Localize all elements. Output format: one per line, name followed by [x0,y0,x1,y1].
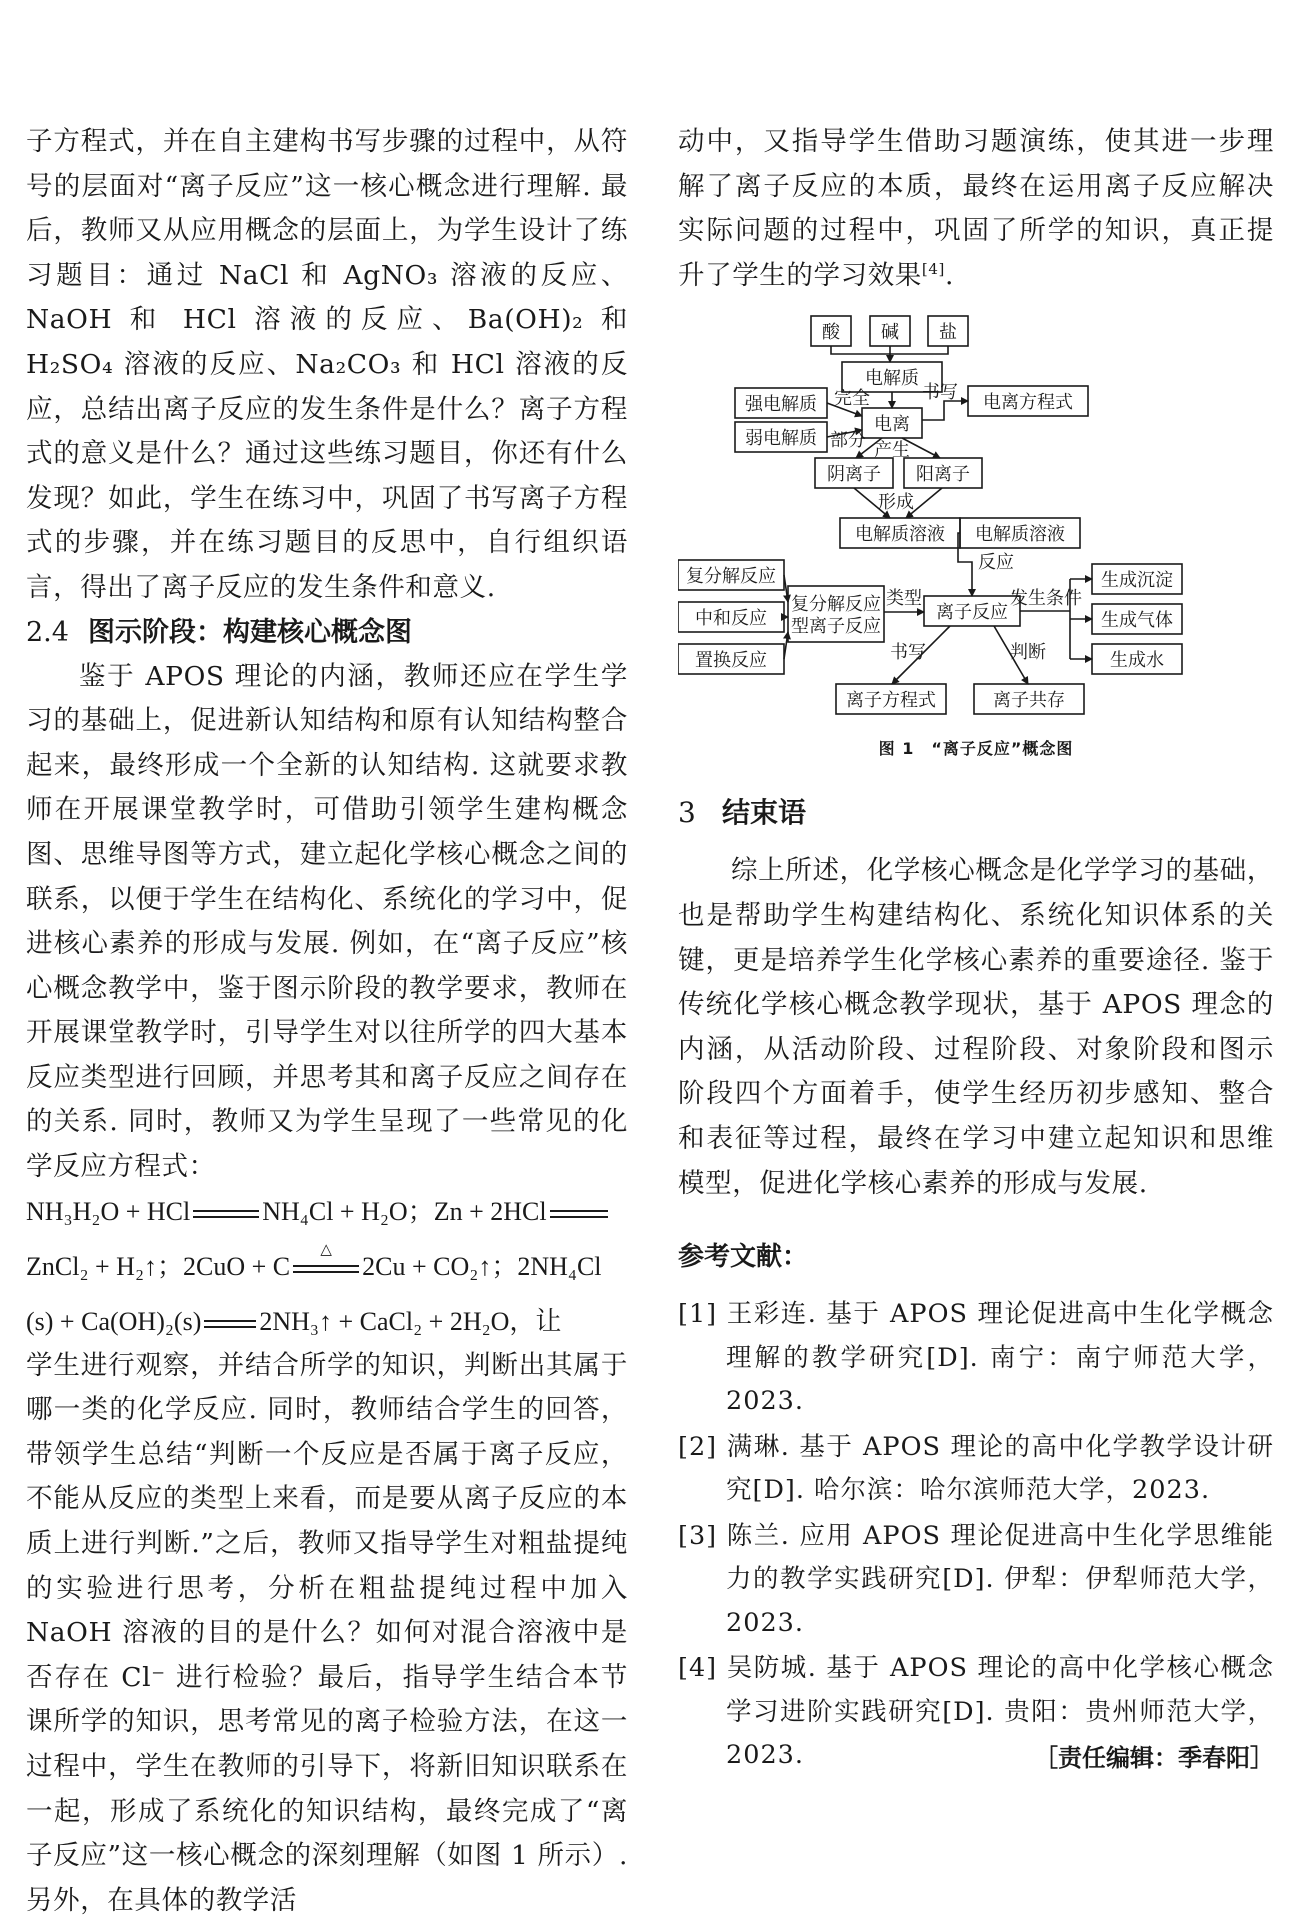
node-water: 生成水 [1110,650,1164,672]
node-precipitate: 生成沉淀 [1101,570,1173,592]
node-weak-electrolyte: 弱电解质 [745,428,817,450]
paragraph-practice: 子方程式，并在自主建构书写步骤的过程中，从符号的层面对“离子反应”这一核心概念进行理解. 最后，教师又从应用概念的层面上，为学生设计了练习题目：通过 NaCl 和 AgNO₃ 溶液的反应、NaOH 和 HCl 溶液的反应、Ba(OH)₂ 和 H₂SO₄ 溶液的反应、Na₂CO₃ 和 HCl 溶液的反应，总结出离子反应的发生条件是什么？离子方程式的意义是什么？通过这些练习题目，你还有什么发现？如此，学生在练习中，巩固了书写离子方程式的步骤，并在练习题目的反思中，自行组织语言，得出了离子反应的发生条件和意义. [26,126,628,603]
paragraph-observe: 学生进行观察，并结合所学的知识，判断出其属于哪一类的化学反应. 同时，教师结合学生的回答，带领学生总结“判断一个反应是否属于离子反应，不能从反应的类型上来看，而是要从离子反应的本质上进行判断.”之后，教师又指导学生对粗盐提纯的实验进行思考，分析在粗盐提纯过程中加入 NaOH 溶液的目的是什么？如何对混合溶液中是否存在 Cl⁻ 进行检验？最后，指导学生结合本节课所学的知识，思考常见的离子检验方法，在这一过程中，学生在教师的引导下，将新旧知识联系在一起，形成了系统化的知识结构，最终完成了“离子反应”这一核心概念的深刻理解（如图 1 所示）. 另外，在具体的教学活 [26,1349,628,1916]
label-react: 反应 [978,552,1014,574]
node-electrolyte: 电解质 [865,368,919,390]
equation-text: 2Cu + CO₂↑；2NH₄Cl [362,1251,602,1281]
node-cation: 阳离子 [916,464,970,486]
reference-item: [1] 王彩连. 基于 APOS 理论促进高中生化学概念理解的教学研究[D]. 南宁：南宁师范大学，2023. [678,1299,1274,1417]
equation-text: (s) + Ca(OH)₂(s) [26,1306,202,1336]
label-produce: 产生 [874,440,910,462]
node-type-line1: 复分解反应 [791,594,881,616]
label-type: 类型 [886,588,922,610]
node-electrolyte-solution: 电解质溶液 [855,524,945,546]
section-number: 2.4 [26,616,69,648]
equals-sign [193,1209,259,1219]
node-electrolyte-solution-2: 电解质溶液 [975,524,1065,546]
node-type-line2: 型离子反应 [791,616,881,638]
label-write-2: 书写 [890,642,926,664]
arrow [922,401,968,420]
paragraph-text: 动中，又指导学生借助习题演练，使其进一步理解了离子反应的本质，最终在运用离子反应解决实际问题的过程中，巩固了所学的知识，真正提升了学生的学习效果 [678,126,1274,291]
left-column [26,120,628,1923]
node-gas: 生成气体 [1101,610,1173,632]
section-title: 结束语 [722,796,807,830]
concept-map-figure [678,312,1274,722]
heat-equals-sign [293,1241,359,1274]
paragraph-diagram-stage: 鉴于 APOS 理论的内涵，教师还应在学生学习的基础上，促进新认知结构和原有认知结构整合起来，最终形成一个全新的认知结构. 这就要求教师在开展课堂教学时，可借助引领学生建构概念图、思维导图等方式，建立起化学核心概念之间的联系，以便于学生在结构化、系统化的学习中，促进核心素养的形成与发展. 例如，在“离子反应”核心概念教学中，鉴于图示阶段的教学要求，教师在开展课堂教学时，引导学生对以往所学的四大基本反应类型进行回顾，并思考其和离子反应之间存在的关系. 同时，教师又为学生呈现了一些常见的化学反应方程式： [26,660,628,1183]
node-neutralization: 中和反应 [695,608,767,630]
paragraph-conclusion: 综上所述，化学核心概念是化学学习的基础，也是帮助学生构建结构化、系统化知识体系的关键，更是培养学生化学核心素养的重要途径. 鉴于传统化学核心概念教学现状，基于 APOS 理念的内涵，从活动阶段、过程阶段、对象阶段和图示阶段四个方面着手，使学生经历初步感知、整合和表征等过程，最终在学习中建立起知识和思维模型，促进化学核心素养的形成与发展. [678,855,1274,1199]
node-ionization-equation: 电离方程式 [983,392,1073,414]
label-judge: 判断 [1010,642,1046,664]
node-acid: 酸 [822,322,840,344]
section-heading-2-4 [26,611,628,655]
node-strong-electrolyte: 强电解质 [745,394,817,416]
equals-sign [204,1319,256,1329]
node-replacement: 置换反应 [695,650,767,672]
node-ionic-equation: 离子方程式 [846,690,936,712]
reference-item: [2] 满琳. 基于 APOS 理论的高中化学教学设计研究[D]. 哈尔滨：哈尔滨师范大学，2023. [678,1431,1274,1506]
equation-text: NH₄Cl + H₂O；Zn + 2HCl [262,1196,547,1226]
section-heading-3 [678,791,1274,831]
citation: [4] [921,259,945,278]
node-salt: 盐 [939,322,957,344]
node-ionization: 电离 [874,414,910,436]
node-ion-reaction: 离子反应 [936,602,1008,624]
right-column [678,120,1274,1773]
node-double-decomposition: 复分解反应 [686,566,776,588]
node-base: 碱 [881,322,899,344]
label-condition: 发生条件 [1010,588,1082,610]
responsible-editor: ［责任编辑：季春阳］ [1034,1743,1274,1772]
section-title: 图示阶段：构建核心概念图 [88,616,412,648]
reference-item: [4] 吴防城. 基于 APOS 理论的高中化学核心概念学习进阶实践研究[D]. 贵阳：贵州师范大学，2023. [678,1653,1274,1771]
references-heading: 参考文献： [678,1242,809,1273]
concept-map-diagram [678,312,1274,722]
reference-item: [3] 陈兰. 应用 APOS 理论促进高中生化学思维能力的教学实践研究[D]. 伊犁：伊犁师范大学，2023. [678,1520,1274,1638]
period: . [944,259,954,291]
equation-line-1 [26,1190,628,1234]
section-number: 3 [678,796,696,830]
label-form: 形成 [878,492,914,514]
label-complete: 完全 [834,388,870,410]
label-write: 书写 [922,382,958,404]
equation-text: NH₃H₂O + HCl [26,1196,191,1226]
label-partial: 部分 [830,430,866,452]
equation-text: ZnCl₂ + H₂↑；2CuO + C [26,1251,291,1281]
equation-line-2 [26,1234,628,1300]
equals-sign [550,1209,608,1219]
node-ion-coexistence: 离子共存 [993,690,1065,712]
figure-caption: 图 1 “离子反应”概念图 [878,739,1074,759]
node-anion: 阴离子 [827,464,881,486]
equation-line-3 [26,1300,628,1344]
equation-text: 2NH₃↑ + CaCl₂ + 2H₂O，让 [259,1306,562,1336]
paragraph-continuation [678,120,1274,298]
heat-symbol: △ [320,1241,332,1258]
